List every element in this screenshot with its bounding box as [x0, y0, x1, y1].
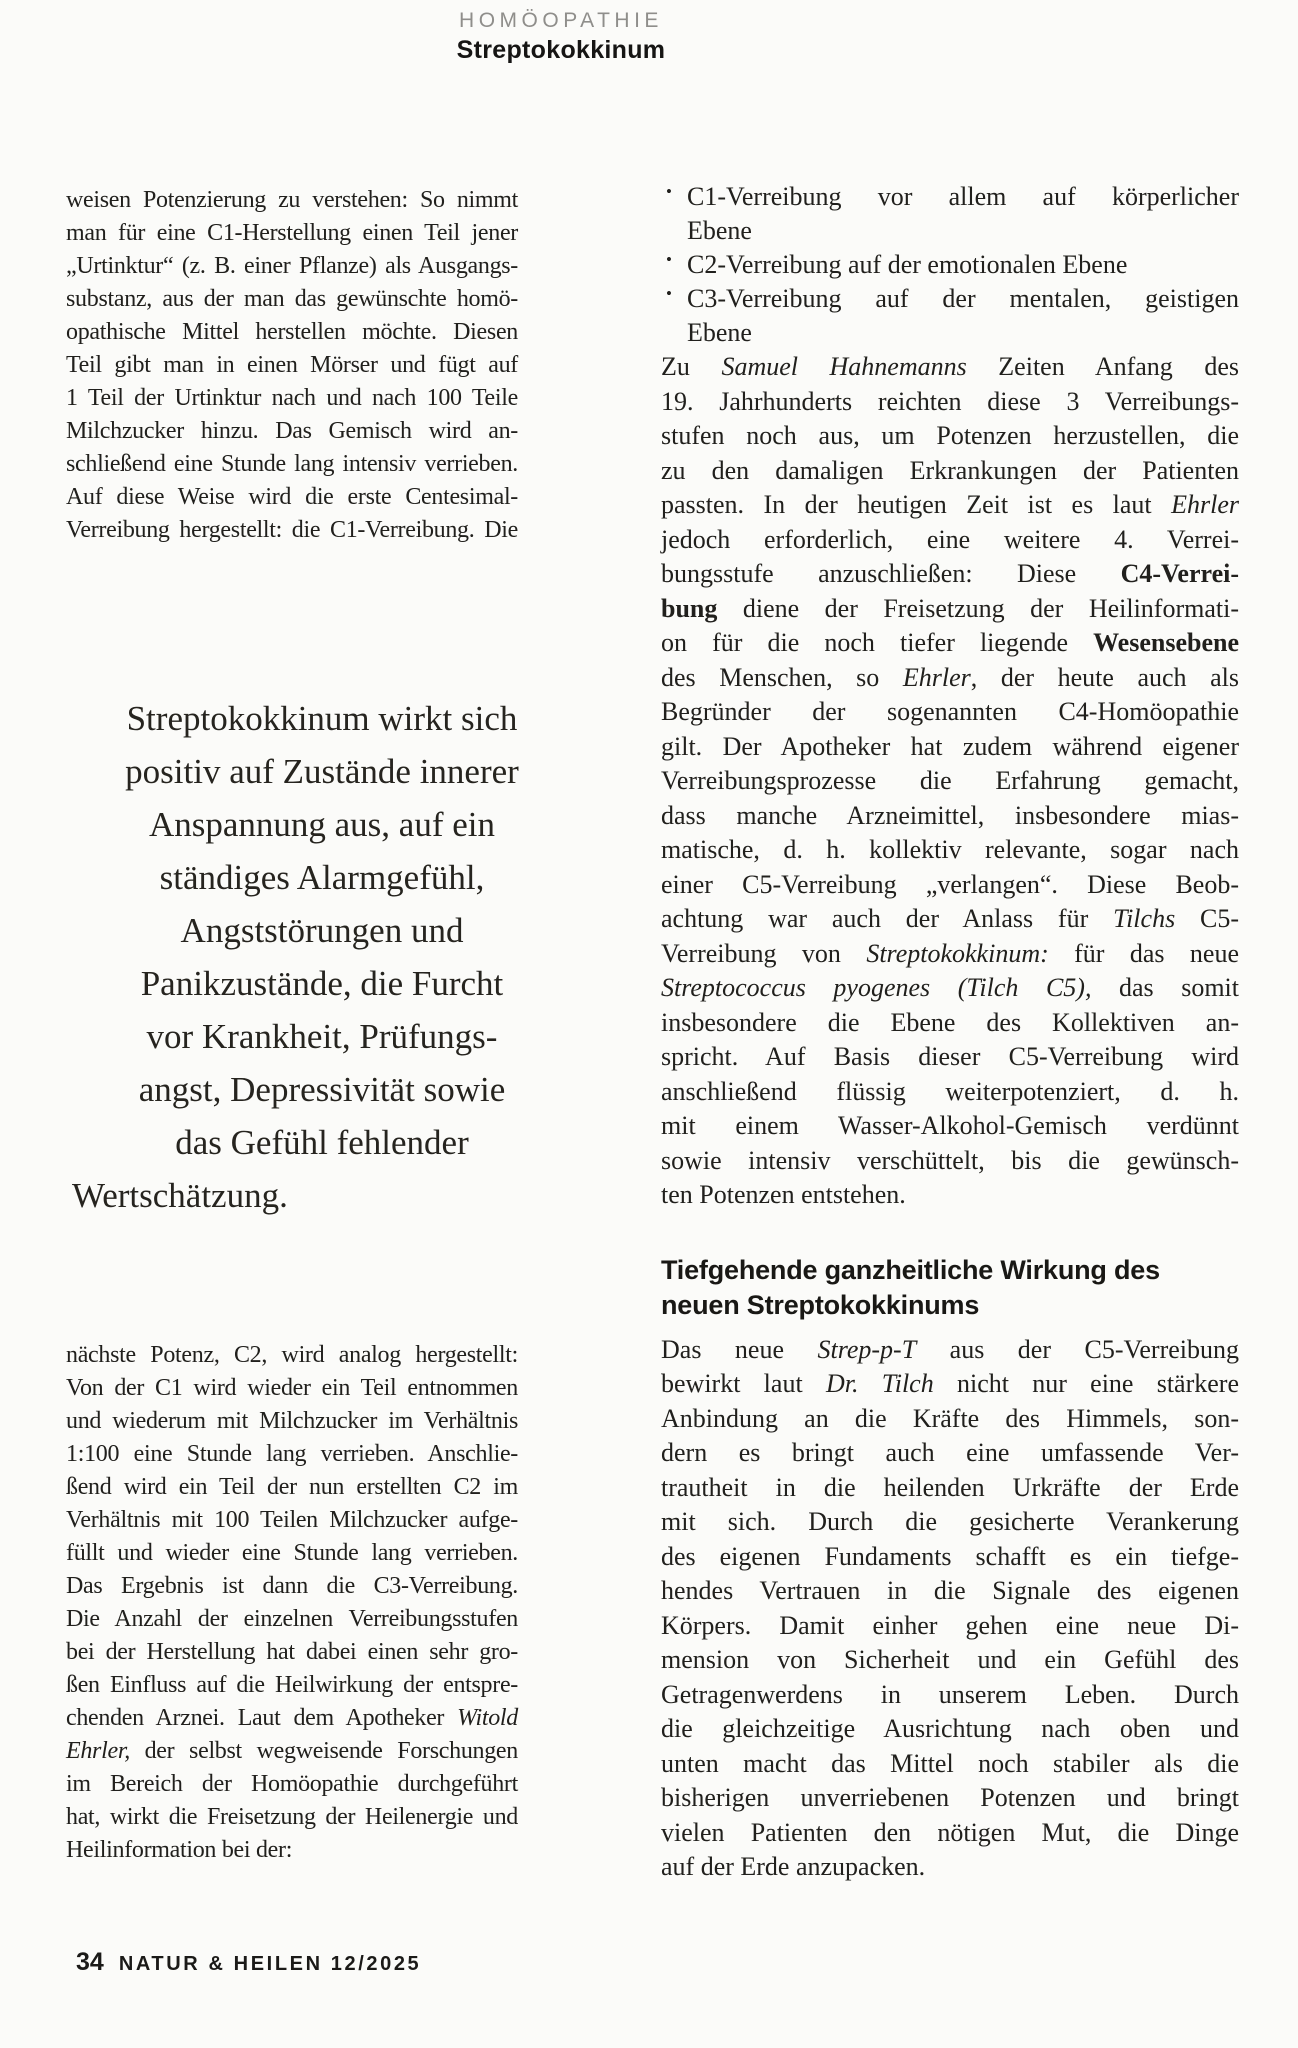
list-item: [661, 282, 1239, 350]
bullet-text: C2-Verreibung auf der emotionalen Ebene: [687, 250, 1128, 279]
list-item: [661, 248, 1239, 282]
page-number: 34: [76, 1948, 104, 1976]
bullet-icon: •: [666, 182, 672, 201]
subheading: Tiefgehende ganzheitliche Wirkung des neuen Streptokokkinums: [661, 1254, 1160, 1320]
magazine-credit: NATUR & HEILEN 12/2025: [118, 1953, 422, 1975]
bullet-text: C3-Verreibung auf der mentalen, geistigen Ebene: [687, 284, 1239, 347]
page-header: [0, 0, 1122, 65]
page-title: Streptokokkinum: [456, 36, 666, 64]
pull-quote: Streptokokkinum wirkt sich positiv auf Zustände innerer Anspannung aus, auf ein ständiges Alarmgefühl, Angststörungen und Panikzustände, die Furcht vor Krankheit, Prüfungs- angst, Depressivität sowie das Gefühl fehlender Wertschätzung.: [72, 699, 519, 1215]
list-item: [661, 180, 1239, 248]
right-column-paragraph-1: Zu Samuel Hahnemanns Zeiten Anfang des 19. Jahrhunderts reichten diese 3 Verreibungs- stufen noch aus, um Potenzen herzustellen, die zu den damaligen Erkrankungen der Patienten passten. In der heutigen Zeit ist es laut Ehrler jedoch erforderlich, eine weitere 4. Verrei- bungsstufe anzuschließen: Diese C4-Verrei- bung diene der Freisetzung der Heilinformati- on für die noch tiefer liegende Wesensebene des Menschen, so Ehrler, der heute auch als Begründer der sogenannten C4-Homöopathie gilt. Der Apotheker hat zudem während eigener Verreibungsprozesse die Erfahrung gemacht, dass manche Arzneimittel, insbesondere mias- matische, d. h. kollektiv relevante, sogar nach einer C5-Verreibung „verlangen“. Diese Beob- achtung war auch der Anlass für Tilchs C5- Verreibung von Streptokokkinum: für das neue Streptococcus pyogenes (Tilch C5), das somit insbesondere die Ebene des Kollektiven an- spricht. Auf Basis dieser C5-Verreibung wird anschließend flüssig weiterpotenziert, d. h. mit einem Wasser-Alkohol-Gemisch verdünnt sowie intensiv verschüttelt, bis die gewünsch- ten Potenzen entstehen.: [661, 352, 1240, 1209]
bullet-list: [661, 180, 1239, 350]
left-column-paragraph-1: weisen Potenzierung zu verstehen: So nimmt man für eine C1-Herstellung einen Teil jener „Urtinktur“ (z. B. einer Pflanze) als Ausgangs- substanz, aus der man das gewünschte homö- opathische Mittel herstellen möchte. Diesen Teil gibt man in einen Mörser und fügt auf 1 Teil der Urtinktur nach und nach 100 Teile Milchzucker hinzu. Das Gemisch wird an- schließend eine Stunde lang intensiv verrieben. Auf diese Weise wird die erste Centesimal- Verreibung hergestellt: die C1-Verreibung. Die: [66, 187, 518, 543]
section-kicker: HOMÖOPATHIE: [459, 9, 663, 32]
page-footer: [76, 1948, 421, 1977]
right-column: [661, 180, 1239, 1885]
left-column-paragraph-2: nächste Potenz, C2, wird analog hergestellt: Von der C1 wird wieder ein Teil entnommen und wiederum mit Milchzucker im Verhältnis 1:100 eine Stunde lang verrieben. Anschlie- ßend wird ein Teil der nun erstellten C2 im Verhältnis mit 100 Teilen Milchzucker aufge- füllt und wieder eine Stunde lang verrieben. Das Ergebnis ist dann die C3-Verreibung. Die Anzahl der einzelnen Verreibungsstufen bei der Herstellung hat dabei einen sehr gro- ßen Einfluss auf die Heilwirkung der entspre- chenden Arznei. Laut dem Apotheker Witold Ehrler, der selbst wegweisende Forschungen im Bereich der Homöopathie durchgeführt hat, wirkt die Freisetzung der Heilenergie und Heilinformation bei der:: [66, 1342, 518, 1863]
bullet-icon: •: [666, 284, 672, 303]
bullet-text: C1-Verreibung vor allem auf körperlicher Ebene: [687, 182, 1239, 245]
right-column-paragraph-2: Das neue Strep-p-T aus der C5-Verreibung bewirkt laut Dr. Tilch nicht nur eine stärkere Anbindung an die Kräfte des Himmels, son- dern es bringt auch eine umfassende Ver- trautheit in die heilenden Urkräfte der Erde mit sich. Durch die gesicherte Verankerung des eigenen Fundaments schafft es ein tiefge- hendes Vertrauen in die Signale des eigenen Körpers. Damit einher gehen eine neue Di- mension von Sicherheit und ein Gefühl des Getragenwerdens in unserem Leben. Durch die gleichzeitige Ausrichtung nach oben und unten macht das Mittel noch stabiler als die bisherigen unverriebenen Potenzen und bringt vielen Patienten den nötigen Mut, die Dinge auf der Erde anzupacken.: [661, 1334, 1240, 1881]
bullet-icon: •: [666, 250, 672, 269]
